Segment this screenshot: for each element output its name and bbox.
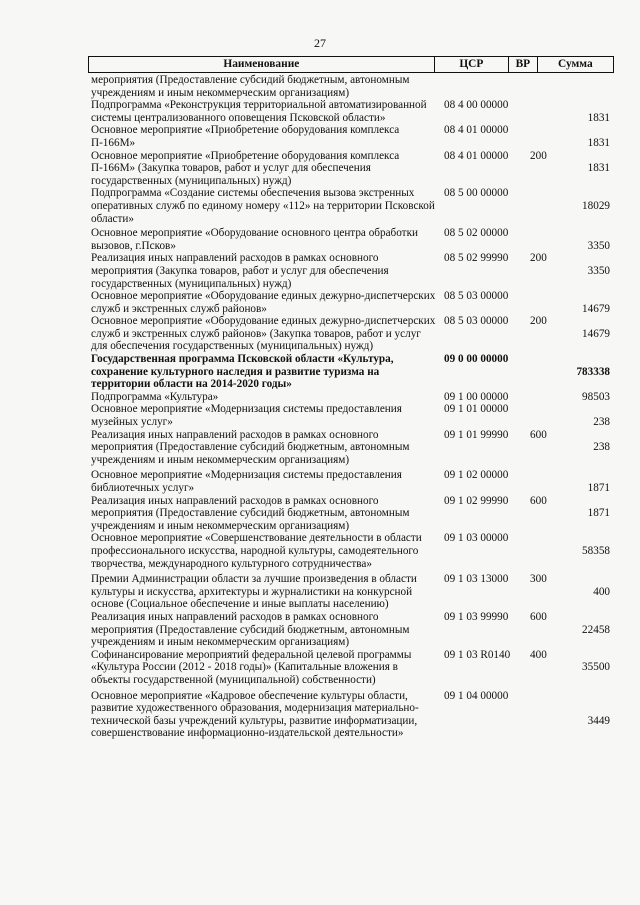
table-row <box>88 429 614 467</box>
row-name: Основное мероприятие «Кадровое обеспечение культуры области, развитие художественного образования, модернизация материально-технической базы учреждений культуры, развитие информатизации, совершенствование информационно-издательской деятельности» <box>91 689 419 740</box>
row-name: Основное мероприятие «Приобретение оборудования комплекса П-166М» <box>91 124 400 149</box>
row-name: Основное мероприятие «Оборудование единых дежурно-диспетчерских служб и экстренных служб районов» <box>91 290 436 315</box>
row-name: Реализация иных направлений расходов в рамках основного мероприятия (Предоставление субсидий бюджетным, автономным учреждениям и иным некоммерческим организациям) <box>91 610 410 649</box>
budget-table <box>88 56 614 740</box>
table-row <box>88 150 614 188</box>
row-csr: 08 4 01 00000 <box>444 124 509 137</box>
row-sum: 18029 <box>582 199 610 212</box>
row-csr: 09 1 00 00000 <box>444 390 509 403</box>
header-vr: ВР <box>508 57 537 72</box>
row-csr: 09 1 03 00000 <box>444 532 509 545</box>
table-row <box>88 252 614 290</box>
row-vr: 200 <box>530 315 547 328</box>
table-row <box>88 187 614 225</box>
table-row <box>88 495 614 533</box>
row-name: Основное мероприятие «Совершенствование деятельности в области профессионального искусства, народной культуры, самодеятельного творчества, международного культурного сотрудничества» <box>91 532 422 570</box>
row-sum: 14679 <box>582 302 610 315</box>
row-sum: 22458 <box>582 623 610 636</box>
table-body <box>88 74 614 740</box>
row-name: Реализация иных направлений расходов в рамках основного мероприятия (Предоставление субсидий бюджетным, автономным учреждениям и иным некоммерческим организациям) <box>91 428 410 466</box>
page-number: 27 <box>314 36 326 50</box>
header-csr: ЦСР <box>434 57 508 72</box>
table-row <box>88 403 614 428</box>
row-sum: 400 <box>593 585 610 598</box>
row-sum: 238 <box>593 441 610 454</box>
row-vr: 300 <box>530 573 547 586</box>
table-row <box>88 227 614 252</box>
row-csr: 08 5 02 00000 <box>444 227 509 240</box>
row-csr: 08 4 01 00000 <box>444 149 509 162</box>
row-sum: 14679 <box>582 327 610 340</box>
row-name: Реализация иных направлений расходов в рамках основного мероприятия (Закупка товаров, работ и услуг для обеспечения государственных (муниципальных) нужд) <box>91 252 389 290</box>
row-vr: 200 <box>530 252 547 265</box>
row-csr: 09 0 00 00000 <box>444 353 509 366</box>
row-csr: 09 1 03 R0140 <box>444 648 511 661</box>
table-row <box>88 99 614 124</box>
row-name: Основное мероприятие «Приобретение оборудования комплекса П-166М» (Закупка товаров, работ и услуг для обеспечения государственных (муниципальных) нужд) <box>91 149 400 187</box>
table-row <box>88 469 614 494</box>
row-sum: 1871 <box>587 482 610 494</box>
row-vr: 200 <box>530 149 547 162</box>
table-row <box>88 124 614 149</box>
table-row <box>88 649 614 687</box>
table-row <box>88 315 614 353</box>
row-sum: 1831 <box>587 162 610 175</box>
row-sum: 783338 <box>576 365 610 378</box>
row-name: мероприятия (Предоставление субсидий бюджетным, автономным учреждениям и иным некоммерческим организациям) <box>91 74 410 99</box>
row-sum: 238 <box>593 416 610 429</box>
table-row <box>88 290 614 315</box>
header-name: Наименование <box>223 58 300 70</box>
row-sum: 35500 <box>582 661 610 674</box>
table-row <box>88 74 614 99</box>
row-csr: 09 1 01 99990 <box>444 428 509 441</box>
row-name: Государственная программа Псковской области «Культура, сохранение культурного наследия и развитие туризма на территории области на 2014-2020 годы» <box>91 353 394 391</box>
row-csr: 09 1 02 99990 <box>444 494 509 507</box>
row-csr: 08 5 03 00000 <box>444 290 509 303</box>
row-name: Основное мероприятие «Модернизация системы предоставления музейных услуг» <box>91 403 402 429</box>
row-sum: 3449 <box>587 714 610 727</box>
row-csr: 08 5 02 99990 <box>444 252 509 265</box>
row-csr: 09 1 03 13000 <box>444 573 509 586</box>
row-csr: 08 5 03 00000 <box>444 315 509 328</box>
table-row <box>88 391 614 404</box>
table-row <box>88 353 614 391</box>
row-vr: 400 <box>530 648 547 661</box>
row-name: Подпрограмма «Культура» <box>91 390 219 403</box>
row-csr: 09 1 01 00000 <box>444 403 509 416</box>
row-csr: 09 1 03 99990 <box>444 610 509 623</box>
row-sum: 1871 <box>587 507 610 520</box>
row-name: Основное мероприятие «Оборудование единых дежурно-диспетчерских служб и экстренных служб районов» (Закупка товаров, работ и услуг для обеспечения государственных (муниципальных) нужд) <box>91 315 436 353</box>
row-csr: 08 4 00 00000 <box>444 99 509 112</box>
row-sum: 1831 <box>587 136 610 149</box>
row-name: Реализация иных направлений расходов в рамках основного мероприятия (Предоставление субсидий бюджетным, автономным учреждениям и иным некоммерческим организациям) <box>91 494 410 532</box>
row-csr: 09 1 04 00000 <box>444 689 509 702</box>
table-row <box>88 532 614 570</box>
row-csr: 09 1 02 00000 <box>444 469 509 482</box>
row-name: Основное мероприятие «Модернизация системы предоставления библиотечных услуг» <box>91 469 402 494</box>
row-sum: 1831 <box>587 111 610 124</box>
row-name: Подпрограмма «Создание системы обеспечения вызова экстренных оперативных служб по единому номеру «112» на территории Псковской области» <box>91 187 435 225</box>
row-name: Софинансирование мероприятий федеральной целевой программы «Культура России (2012 - 2018 годы)» (Капитальные вложения в объекты государственной (муниципальной) собственности) <box>91 648 412 686</box>
row-vr: 600 <box>530 428 547 441</box>
table-row <box>88 690 614 740</box>
row-name: Премии Администрации области за лучшие произведения в области культуры и искусства, архитектуры и журналистики на конкурсной основе (Социальное обеспечение и иные выплаты населению) <box>91 573 417 611</box>
row-vr: 600 <box>530 610 547 623</box>
row-sum: 98503 <box>582 390 610 403</box>
row-csr: 08 5 00 00000 <box>444 187 509 200</box>
header-sum: Сумма <box>537 57 613 72</box>
table-header <box>88 56 614 73</box>
row-name: Подпрограмма «Реконструкция территориальной автоматизированной системы централизованного оповещения Псковской области» <box>91 99 427 124</box>
row-sum: 58358 <box>582 544 610 557</box>
table-row <box>88 611 614 649</box>
table-row <box>88 573 614 611</box>
row-vr: 600 <box>530 494 547 507</box>
row-sum: 3350 <box>587 264 610 277</box>
row-sum: 3350 <box>587 239 610 252</box>
row-name: Основное мероприятие «Оборудование основного центра обработки вызовов, г.Псков» <box>91 227 418 252</box>
